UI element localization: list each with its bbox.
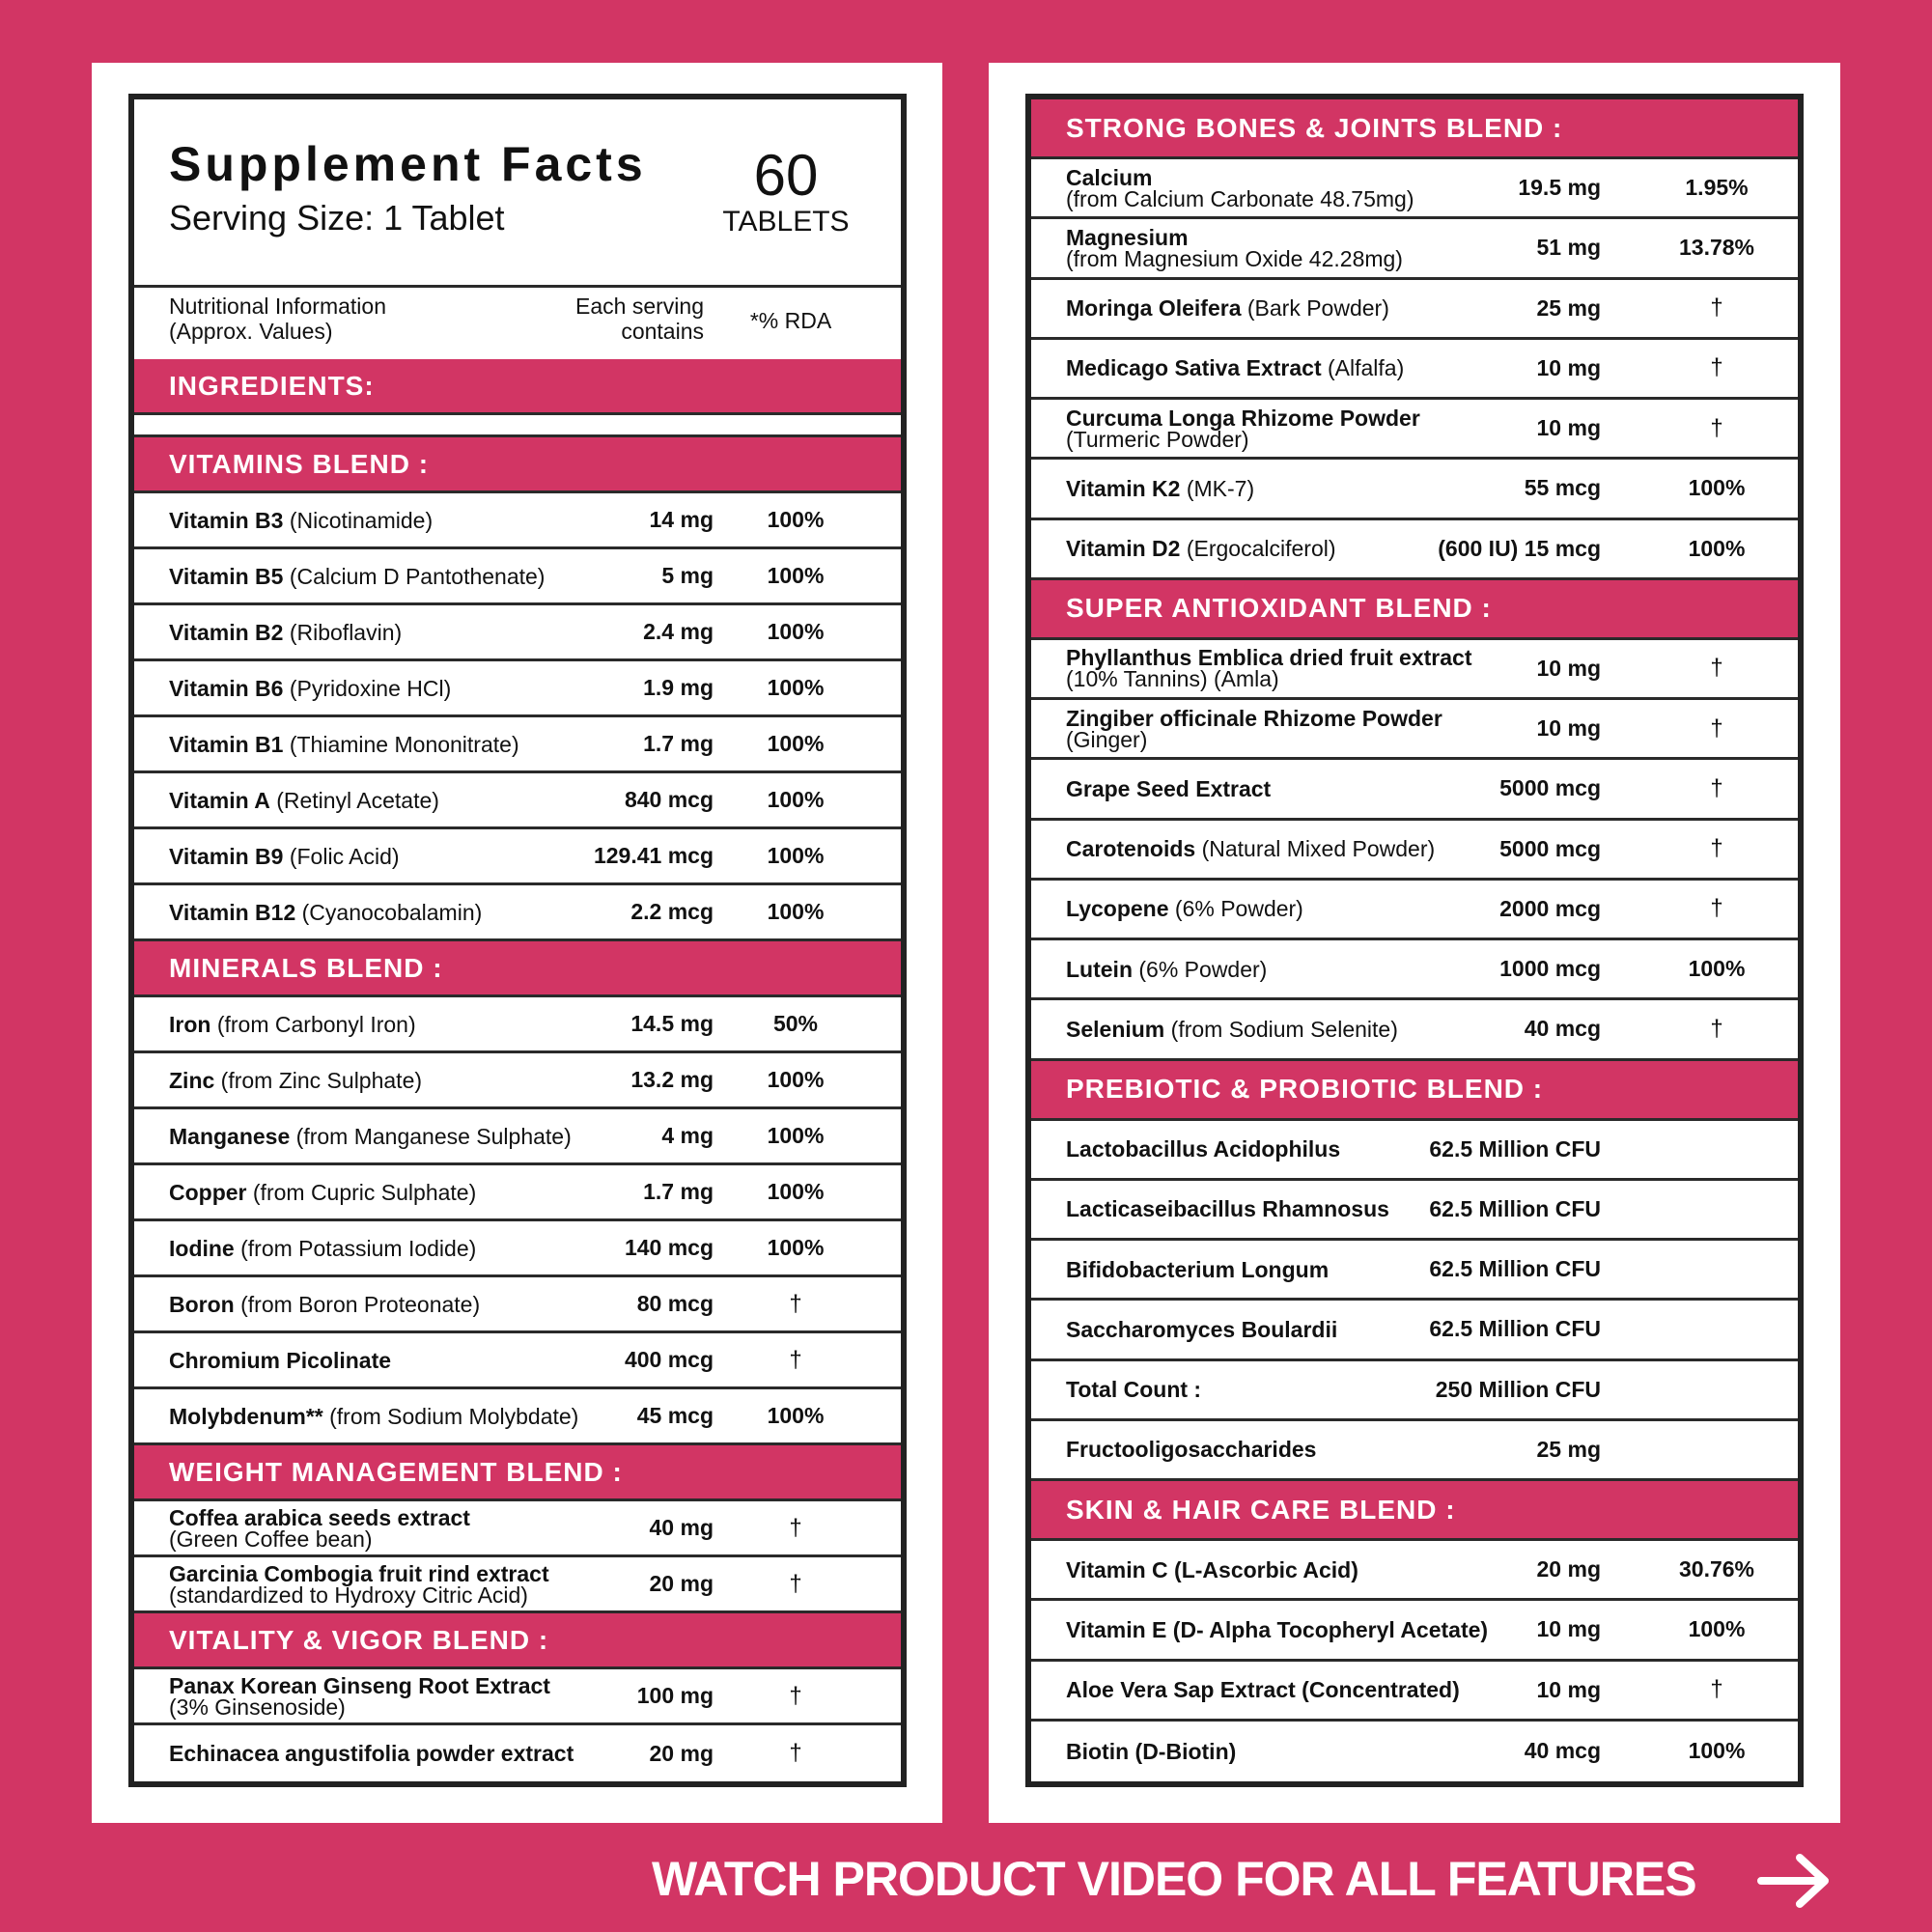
ingredient-rda: 100% [767, 1403, 825, 1428]
ingredient-rda: † [789, 1514, 802, 1541]
ingredient-row [1031, 1121, 1798, 1181]
ingredient-row [1031, 1181, 1798, 1241]
ingredient-source: (from Zinc Sulphate) [214, 1067, 423, 1093]
ingredient-row [134, 1277, 901, 1333]
ingredient-name-bold: Carotenoids [1066, 836, 1196, 862]
ingredient-name-bold: Molybdenum** [169, 1403, 323, 1429]
ingredient-row [134, 1725, 901, 1781]
ingredient-source: (10% Tannins) (Amla) [1066, 666, 1279, 692]
ingredient-name-bold: Vitamin B5 [169, 563, 284, 589]
ingredient-amount: 10 mg [1536, 655, 1601, 681]
ingredient-amount: 25 mg [1536, 294, 1601, 321]
ingredient-source: (from Manganese Sulphate) [290, 1123, 572, 1149]
spacer-row [134, 415, 901, 437]
facts-title-block [134, 99, 901, 288]
ingredient-row [134, 773, 901, 829]
ingredient-rda: † [789, 1290, 802, 1317]
ingredient-name-bold: Magnesium [1066, 224, 1189, 250]
ingredient-row [1031, 1541, 1798, 1601]
ingredient-row [1031, 1421, 1798, 1481]
ingredient-name-bold: Boron [169, 1291, 235, 1317]
ingredient-amount: 80 mcg [636, 1291, 714, 1316]
ingredient-amount: 51 mg [1536, 235, 1601, 261]
ingredient-rda: † [1710, 895, 1723, 922]
ingredient-row [1031, 1000, 1798, 1060]
ingredient-name-text [1066, 956, 1268, 982]
ingredient-amount: 2.4 mg [643, 619, 714, 644]
ingredient-row [1031, 640, 1798, 700]
ingredient-rda: 100% [767, 563, 825, 588]
ingredient-row [134, 493, 901, 549]
ingredient-row [134, 885, 901, 941]
ingredient-amount: 40 mcg [1524, 1016, 1601, 1042]
ingredient-name-bold: Vitamin B12 [169, 899, 296, 925]
ingredient-source: (from Potassium Iodide) [234, 1235, 477, 1261]
ingredient-row [134, 1109, 901, 1165]
ingredient-name-bold: Saccharomyces Boulardii [1066, 1316, 1338, 1342]
ingredients-header: INGREDIENTS: [134, 359, 901, 415]
ingredient-name-bold: Chromium Picolinate [169, 1347, 392, 1373]
ingredient-amount: 55 mcg [1524, 475, 1601, 501]
ingredient-source: (Calcium D Pantothenate) [283, 563, 546, 589]
ingredient-row [1031, 1301, 1798, 1360]
ingredient-amount: 62.5 Million CFU [1429, 1256, 1601, 1282]
ingredient-name-text [169, 843, 400, 869]
ingredient-row [1031, 159, 1798, 219]
ingredient-name-bold: Lacticaseibacillus Rhamnosus [1066, 1196, 1389, 1222]
section-header-strong-bones-joints-blend: STRONG BONES & JOINTS BLEND : [1031, 99, 1798, 159]
ingredient-source: (Turmeric Powder) [1066, 426, 1249, 452]
ingredient-row [1031, 821, 1798, 881]
nutrition-info-line-1: Nutritional Information [169, 294, 386, 319]
ingredient-name-bold: Moringa Oleifera [1066, 295, 1242, 322]
supplement-facts-table-left [128, 94, 907, 1787]
left-panel-card [92, 63, 942, 1823]
ingredient-name-bold: Iodine [169, 1235, 235, 1261]
ingredient-name-bold: Curcuma Longa Rhizome Powder [1066, 405, 1420, 431]
ingredient-source: (standardized to Hydroxy Citric Acid) [169, 1582, 528, 1608]
ingredient-name-bold: Aloe Vera Sap Extract (Concentrated) [1066, 1677, 1460, 1703]
ingredient-row [134, 997, 901, 1053]
ingredient-name-text [1066, 536, 1336, 562]
ingredient-name-bold: Vitamin B9 [169, 843, 284, 869]
ingredient-name-text [169, 1179, 477, 1205]
ingredient-amount: 2.2 mcg [630, 899, 714, 924]
section-header-super-antioxidant-blend: SUPER ANTIOXIDANT BLEND : [1031, 580, 1798, 640]
ingredient-rda: † [789, 1682, 802, 1709]
ingredient-row [134, 1053, 901, 1109]
ingredient-row [1031, 520, 1798, 580]
ingredient-rda: 100% [767, 1179, 825, 1204]
right-panel-card [989, 63, 1840, 1823]
ingredient-amount: 1.9 mg [643, 675, 714, 700]
ingredient-name-text [1066, 1256, 1330, 1282]
ingredient-name-text [1066, 1316, 1338, 1342]
ingredient-source: (Riboflavin) [283, 619, 403, 645]
ingredient-name-text [169, 1291, 481, 1317]
ingredient-source: (Alfalfa) [1321, 355, 1405, 381]
tablet-count: 60 [753, 143, 819, 208]
ingredient-rda: † [1710, 714, 1723, 742]
ingredient-source: (Natural Mixed Powder) [1195, 836, 1436, 862]
ingredient-name-bold: Vitamin K2 [1066, 475, 1181, 501]
ingredient-source: (from Calcium Carbonate 48.75mg) [1066, 185, 1414, 211]
ingredient-name-bold: Vitamin B6 [169, 675, 284, 701]
ingredient-rda: 100% [767, 619, 825, 644]
ingredient-name-text [1066, 1138, 1340, 1160]
ingredient-rda: † [789, 1740, 802, 1766]
ingredient-row [134, 717, 901, 773]
ingredient-rda: 100% [767, 507, 825, 532]
ingredient-rda: † [1710, 655, 1723, 682]
ingredient-name-bold: Garcinia Combogia fruit rind extract [169, 1560, 549, 1586]
ingredient-name-bold: Total Count : [1066, 1377, 1202, 1403]
ingredient-source: (Green Coffee bean) [169, 1526, 373, 1552]
ingredient-row [134, 1669, 901, 1725]
ingredient-rda: 1.95% [1685, 175, 1749, 201]
ingredient-amount: 10 mg [1536, 415, 1601, 441]
ingredient-amount: 40 mcg [1524, 1738, 1601, 1764]
ingredient-rda: † [1710, 414, 1723, 441]
ingredient-rda: 50% [772, 1011, 819, 1036]
ingredient-amount: 13.2 mg [630, 1067, 714, 1092]
ingredient-name-text [169, 899, 483, 925]
ingredient-source: (6% Powder) [1133, 956, 1268, 982]
ingredient-row [1031, 340, 1798, 400]
ingredient-rda: 100% [767, 1235, 825, 1260]
ingredient-amount: 10 mg [1536, 1676, 1601, 1702]
section-header-weight-management-blend: WEIGHT MANAGEMENT BLEND : [134, 1445, 901, 1501]
section-header-prebiotic-probiotic-blend: PREBIOTIC & PROBIOTIC BLEND : [1031, 1061, 1798, 1121]
ingredient-amount: 20 mg [1536, 1556, 1601, 1582]
ingredient-name-bold: Iron [169, 1011, 211, 1037]
ingredient-row [1031, 1601, 1798, 1661]
ingredient-amount: 840 mcg [624, 787, 714, 812]
ingredient-source: (Thiamine Mononitrate) [283, 731, 519, 757]
ingredient-name-text [169, 787, 439, 813]
section-header-minerals-blend: MINERALS BLEND : [134, 941, 901, 997]
ingredient-name-text [169, 1235, 477, 1261]
ingredient-row [134, 661, 901, 717]
ingredient-rda: 100% [1688, 475, 1746, 501]
ingredient-name-text [169, 1067, 423, 1093]
ingredient-source: (from Magnesium Oxide 42.28mg) [1066, 245, 1403, 271]
ingredient-name-bold: Vitamin D2 [1066, 536, 1181, 562]
ingredient-amount: 4 mg [661, 1123, 714, 1148]
ingredient-row [134, 1221, 901, 1277]
ingredient-amount: 10 mg [1536, 715, 1601, 742]
ingredient-rda: 100% [767, 1123, 825, 1148]
ingredient-amount: 5000 mcg [1499, 835, 1601, 861]
ingredient-amount: 1.7 mg [643, 731, 714, 756]
ingredient-row [1031, 219, 1798, 279]
section-header-vitality-vigor-blend: VITALITY & VIGOR BLEND : [134, 1613, 901, 1669]
ingredient-row [1031, 400, 1798, 460]
ingredient-row [134, 1333, 901, 1389]
ingredient-name-bold: Lutein [1066, 956, 1133, 982]
ingredient-name-bold: Vitamin B1 [169, 731, 284, 757]
ingredient-rda: 100% [767, 1067, 825, 1092]
ingredient-rda: † [789, 1570, 802, 1597]
ingredient-rda: 13.78% [1678, 235, 1754, 261]
ingredient-amount: 45 mcg [636, 1403, 714, 1428]
ingredient-rda: 100% [1688, 535, 1746, 561]
ingredient-amount: (600 IU) 15 mcg [1438, 535, 1601, 561]
arrow-right-icon[interactable] [1757, 1852, 1834, 1910]
ingredient-source: (from Cupric Sulphate) [246, 1179, 477, 1205]
ingredient-amount: 400 mcg [624, 1347, 714, 1372]
ingredient-name-text [1066, 1556, 1358, 1582]
ingredient-row [1031, 280, 1798, 340]
ingredient-name-text [169, 1011, 416, 1037]
ingredient-name-bold: Coffea arabica seeds extract [169, 1504, 470, 1530]
ingredient-name-bold: Calcium [1066, 164, 1153, 190]
nutrition-header [134, 285, 901, 362]
each-serving-line-1: Each serving [575, 294, 704, 319]
ingredient-source: (Folic Acid) [283, 843, 400, 869]
ingredient-name-bold: Selenium [1066, 1016, 1165, 1042]
ingredient-name-bold: Vitamin A [169, 787, 270, 813]
ingredient-amount: 19.5 mg [1518, 175, 1601, 201]
nutrition-info-line-2: (Approx. Values) [169, 319, 333, 344]
ingredient-name-text [1066, 775, 1272, 801]
ingredient-row [1031, 1241, 1798, 1301]
ingredient-name-bold: Vitamin B2 [169, 619, 284, 645]
ingredient-name-bold: Grape Seed Extract [1066, 775, 1272, 801]
ingredient-source: (6% Powder) [1168, 896, 1303, 922]
ingredient-rda: † [1710, 294, 1723, 322]
ingredient-name-bold: Copper [169, 1179, 247, 1205]
section-header-skin-hair-care-blend: SKIN & HAIR CARE BLEND : [1031, 1481, 1798, 1541]
ingredient-rda: 100% [767, 787, 825, 812]
ingredient-row [1031, 460, 1798, 519]
ingredient-name-bold: Medicago Sativa Extract [1066, 355, 1322, 381]
ingredient-name-text [169, 619, 403, 645]
ingredient-name-text [1066, 1437, 1317, 1463]
ingredient-rda: 100% [767, 731, 825, 756]
supplement-facts-title: Supplement Facts [169, 137, 647, 191]
ingredient-name-bold: Manganese [169, 1123, 291, 1149]
ingredient-source: (from Sodium Selenite) [1164, 1016, 1398, 1042]
rda-label: *% RDA [749, 308, 832, 333]
ingredient-source: (Retinyl Acetate) [269, 787, 439, 813]
ingredient-source: (Nicotinamide) [283, 507, 434, 533]
ingredient-amount: 5 mg [661, 563, 714, 588]
ingredient-row [134, 1165, 901, 1221]
ingredient-row [1031, 1361, 1798, 1421]
ingredient-source: (MK-7) [1180, 475, 1255, 501]
ingredient-amount: 2000 mcg [1499, 895, 1601, 921]
ingredient-amount: 1.7 mg [643, 1179, 714, 1204]
ingredient-rda: 100% [767, 899, 825, 924]
ingredient-row [1031, 700, 1798, 760]
ingredient-rda: † [1710, 1015, 1723, 1042]
ingredient-name-text [169, 1347, 392, 1373]
ingredient-source: (Ginger) [1066, 726, 1148, 752]
ingredient-row [134, 829, 901, 885]
ingredient-name-text [169, 1504, 470, 1552]
ingredient-name-bold: Echinacea angustifolia powder extract [169, 1741, 574, 1766]
ingredient-rda: † [1710, 354, 1723, 381]
ingredient-amount: 14 mg [649, 507, 714, 532]
ingredient-amount: 40 mg [649, 1515, 714, 1540]
ingredient-name-bold: Panax Korean Ginseng Root Extract [169, 1672, 550, 1698]
ingredient-row [134, 1557, 901, 1613]
ingredient-source: (from Boron Proteonate) [234, 1291, 481, 1317]
ingredient-row [134, 1501, 901, 1557]
ingredient-name-text [169, 507, 434, 533]
ingredient-amount: 62.5 Million CFU [1429, 1135, 1601, 1162]
ingredient-name-bold: Zingiber officinale Rhizome Powder [1066, 705, 1442, 731]
ingredient-source: (from Carbonyl Iron) [210, 1011, 416, 1037]
ingredient-row [1031, 760, 1798, 820]
ingredient-rda: 100% [1688, 1616, 1746, 1642]
ingredient-source: (Pyridoxine HCl) [283, 675, 452, 701]
nutrition-info-label [169, 294, 386, 344]
serving-size: Serving Size: 1 Tablet [169, 198, 505, 238]
ingredient-name-text [1066, 896, 1303, 922]
ingredient-source: (3% Ginsenoside) [169, 1694, 346, 1720]
ingredient-amount: 5000 mcg [1499, 775, 1601, 801]
ingredient-rda: 100% [767, 675, 825, 700]
ingredient-amount: 129.41 mcg [593, 843, 714, 868]
ingredient-rda: † [789, 1346, 802, 1373]
ingredient-amount: 100 mg [636, 1683, 714, 1708]
ingredient-name-bold: Phyllanthus Emblica dried fruit extract [1066, 645, 1472, 671]
ingredient-row [1031, 940, 1798, 1000]
ingredient-name-bold: Biotin (D-Biotin) [1066, 1738, 1237, 1764]
ingredient-source: (Ergocalciferol) [1180, 536, 1336, 562]
ingredient-amount: 14.5 mg [630, 1011, 714, 1036]
ingredient-source: (Cyanocobalamin) [295, 899, 483, 925]
ingredient-name-bold: Vitamin C (L-Ascorbic Acid) [1066, 1556, 1358, 1582]
ingredient-amount: 20 mg [649, 1571, 714, 1596]
ingredient-name-bold: Zinc [169, 1067, 215, 1093]
ingredient-source: (from Sodium Molybdate) [322, 1403, 579, 1429]
ingredient-name-bold: Fructooligosaccharides [1066, 1437, 1317, 1463]
ingredient-amount: 140 mcg [624, 1235, 714, 1260]
ingredient-name-bold: Lactobacillus Acidophilus [1066, 1136, 1341, 1162]
ingredient-row [134, 549, 901, 605]
ingredient-name-text [1066, 1738, 1237, 1764]
ingredient-rda: 100% [1688, 956, 1746, 982]
ingredient-amount: 10 mg [1536, 1616, 1601, 1642]
ingredient-rda: 30.76% [1678, 1556, 1754, 1582]
ingredient-amount: 250 Million CFU [1435, 1376, 1601, 1402]
ingredient-name-bold: Vitamin B3 [169, 507, 284, 533]
ingredient-row [1031, 1722, 1798, 1781]
ingredient-amount: 25 mg [1536, 1436, 1601, 1462]
each-serving-label [511, 294, 704, 344]
ingredient-row [134, 1389, 901, 1445]
ingredient-amount: 10 mg [1536, 354, 1601, 380]
ingredient-name-bold: Vitamin E [1066, 1616, 1167, 1642]
ingredient-name-text [169, 675, 452, 701]
tablet-count-label: TABLETS [722, 206, 850, 238]
ingredient-name-bold: Lycopene [1066, 896, 1169, 922]
ingredient-rda: † [1710, 835, 1723, 862]
watch-video-cta[interactable]: WATCH PRODUCT VIDEO FOR ALL FEATURES [652, 1852, 1696, 1906]
ingredient-name-bold: Bifidobacterium Longum [1066, 1256, 1330, 1282]
ingredient-source: (D- Alpha Tocopheryl Acetate) [1166, 1616, 1489, 1642]
ingredient-amount: 20 mg [649, 1740, 714, 1766]
each-serving-line-2: contains [621, 319, 704, 344]
ingredient-source: (Bark Powder) [1241, 295, 1389, 322]
ingredient-amount: 1000 mcg [1499, 956, 1601, 982]
ingredient-name-text [1066, 1377, 1202, 1403]
supplement-facts-table-right [1025, 94, 1804, 1787]
ingredient-rda: † [1710, 1676, 1723, 1703]
ingredient-rda: 100% [1688, 1738, 1746, 1764]
ingredient-name-text [1066, 475, 1255, 501]
ingredient-amount: 62.5 Million CFU [1429, 1316, 1601, 1342]
ingredient-amount: 62.5 Million CFU [1429, 1195, 1601, 1221]
ingredient-row [1031, 881, 1798, 940]
ingredient-rda: 100% [767, 843, 825, 868]
ingredient-row [1031, 1662, 1798, 1722]
section-header-vitamins-blend: VITAMINS BLEND : [134, 437, 901, 493]
ingredient-row [134, 605, 901, 661]
ingredient-rda: † [1710, 774, 1723, 801]
